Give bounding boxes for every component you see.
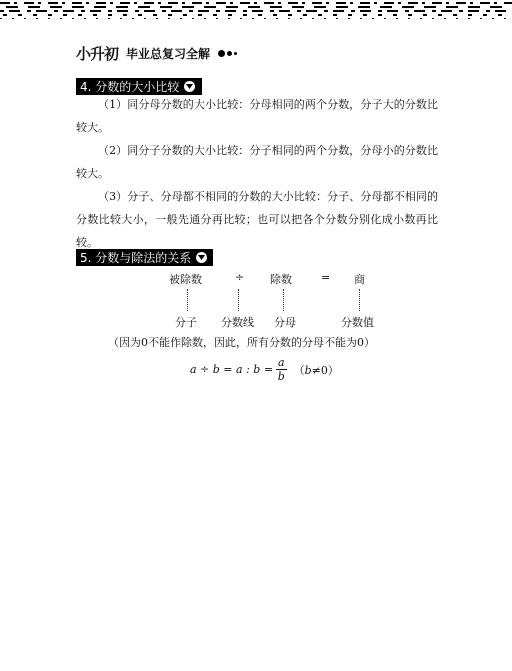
label-quotient: 商 xyxy=(354,273,365,286)
section-4-title: 4. 分数的大小比较 xyxy=(80,80,180,94)
formula-condition xyxy=(294,362,339,378)
fraction-numerator: a xyxy=(278,356,285,369)
top-decorative-band xyxy=(0,0,512,22)
formula-fraction xyxy=(276,356,287,383)
equals-sign: = xyxy=(321,271,331,284)
label-numerator: 分子 xyxy=(175,316,197,329)
section-5-heading xyxy=(76,249,213,266)
connector-division-sign xyxy=(238,289,239,311)
label-fraction-value: 分数值 xyxy=(341,316,374,329)
label-dividend: 被除数 xyxy=(169,273,202,286)
label-fraction-bar: 分数线 xyxy=(221,316,254,329)
condition-variable: b xyxy=(304,363,312,377)
label-denominator: 分母 xyxy=(274,316,296,329)
paragraph-different-terms: （3）分子、分母都不相同的分数的大小比较：分子、分母都不相同的分数比较大小，一般先通分再比较；也可以把各个分数分别化成小数再比较。 xyxy=(76,190,438,249)
header-dots-icon xyxy=(218,50,239,57)
zero-denominator-note: （因为0不能作除数，因此，所有分数的分母不能为0） xyxy=(108,336,375,349)
formula-lhs: a ÷ b = a : b = xyxy=(190,363,274,376)
chevron-down-icon xyxy=(184,81,195,92)
brand-logo: 小升初 xyxy=(76,45,119,63)
division-sign: ÷ xyxy=(235,271,245,284)
fraction-denominator: b xyxy=(277,370,285,383)
paragraph-same-denominator: （1）同分母分数的大小比较：分母相同的两个分数，分子大的分数比较大。 xyxy=(76,98,438,134)
connector-divisor xyxy=(283,289,284,311)
fraction-division-formula xyxy=(190,356,339,383)
book-subtitle: 毕业总复习全解 xyxy=(126,47,211,61)
chevron-down-icon xyxy=(196,252,207,263)
connector-dividend xyxy=(187,289,188,311)
page-header xyxy=(76,43,239,64)
paragraph-same-numerator: （2）同分子分数的大小比较：分子相同的两个分数，分母小的分数比较大。 xyxy=(76,144,438,180)
connector-quotient xyxy=(359,289,360,311)
section-5-title: 5. 分数与除法的关系 xyxy=(80,251,192,265)
condition-open: （ xyxy=(293,363,305,377)
condition-rest: ≠0） xyxy=(311,363,339,377)
label-divisor: 除数 xyxy=(270,273,292,286)
